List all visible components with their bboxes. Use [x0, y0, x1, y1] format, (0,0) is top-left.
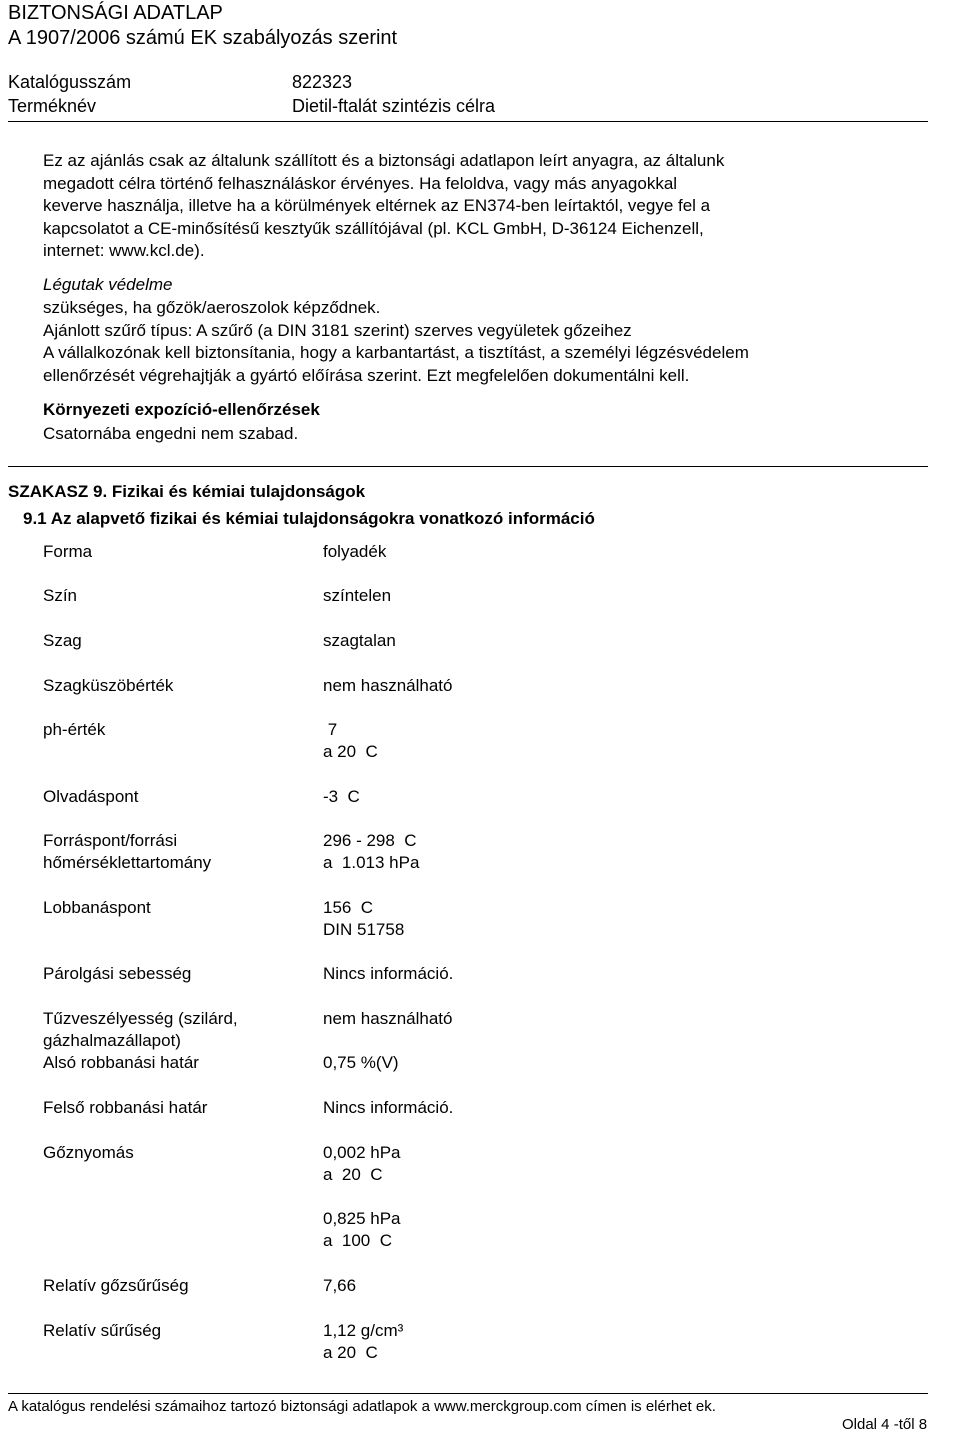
property-value-line: -3 C — [323, 787, 360, 806]
property-value-line: 296 - 298 C — [323, 831, 417, 850]
property-value-line: a 20 C — [323, 742, 378, 761]
property-label — [43, 719, 105, 741]
property-label-line: Párolgási sebesség — [43, 964, 192, 983]
property-value — [323, 719, 378, 763]
property-value-line: 156 C — [323, 898, 374, 917]
respiratory-line: ellenőrzését végrehajtják a gyártó előírása szerint. Ezt megfelelően dokumentálni kell. — [43, 365, 690, 385]
property-label — [43, 897, 151, 919]
property-value — [323, 1142, 401, 1186]
regulation-subtitle: A 1907/2006 számú EK szabályozás szerint — [8, 27, 398, 49]
property-value-line: folyadék — [323, 542, 387, 561]
property-label — [43, 786, 138, 808]
section9-title: SZAKASZ 9. Fizikai és kémiai tulajdonságok — [8, 482, 366, 501]
section-divider — [8, 466, 928, 467]
catalog-number-value: 822323 — [292, 72, 353, 92]
property-label — [43, 1142, 134, 1164]
property-label-line: Felső robbanási határ — [43, 1098, 208, 1117]
intro-paragraph — [43, 150, 724, 263]
property-value — [323, 897, 404, 941]
property-value — [323, 541, 386, 563]
property-value-line: DIN 51758 — [323, 920, 405, 939]
respiratory-line: szükséges, ha gőzök/aeroszolok képződnek. — [43, 298, 381, 317]
property-value-line: Nincs információ. — [323, 1098, 454, 1117]
property-value-line: 7,66 — [323, 1276, 357, 1295]
property-label — [43, 630, 82, 652]
property-label-line: Lobbanáspont — [43, 898, 151, 917]
document-title: BIZTONSÁGI ADATLAP — [8, 2, 223, 24]
property-value-line: a 20 C — [323, 1165, 383, 1184]
property-value-line: nem használható — [323, 1009, 453, 1028]
intro-line: megadott célra történő felhasználáskor érvényes. Ha feloldva, vagy más anyagokkal — [43, 173, 678, 193]
header-divider — [8, 121, 928, 122]
property-label — [43, 1097, 207, 1119]
property-label-line: ph-érték — [43, 720, 106, 739]
property-value — [323, 786, 360, 808]
property-label-line: Forma — [43, 542, 93, 561]
property-label — [43, 830, 211, 874]
property-value — [323, 1097, 453, 1119]
property-label-line: Forráspont/forrási — [43, 831, 178, 850]
property-value-line: a 1.013 hPa — [323, 853, 420, 872]
property-label — [43, 585, 77, 607]
property-value — [323, 1320, 403, 1364]
property-value-line: a 20 C — [323, 1343, 378, 1362]
property-value-line: 0,002 hPa — [323, 1143, 401, 1162]
respiratory-line: A vállalkozónak kell biztonsítania, hogy a karbantartást, a tisztítást, a személyi légzésvédelem — [43, 343, 749, 362]
intro-line: kapcsolatot a CE-minősítésű kesztyűk szállítójával (pl. KCL GmbH, D-36124 Eichenzell, — [43, 218, 704, 238]
property-value — [323, 1052, 399, 1074]
property-label — [43, 1275, 189, 1297]
property-value — [323, 630, 396, 652]
property-value-line: 0,825 hPa — [323, 1209, 401, 1228]
catalog-number-label: Katalógusszám — [8, 72, 132, 92]
property-value-line: szagtalan — [323, 631, 396, 650]
property-label-line: hőmérséklettartomány — [43, 853, 212, 872]
footer-note: A katalógus rendelési számaihoz tartozó biztonsági adatlapok a www.merckgroup.com címen is elérhet ek. — [8, 1398, 716, 1415]
property-label — [43, 541, 92, 563]
property-value-line: 0,75 %(V) — [323, 1053, 399, 1072]
property-label-line: Gőznyomás — [43, 1143, 134, 1162]
property-value — [323, 963, 453, 985]
property-label — [43, 1008, 238, 1052]
property-label-line: Szín — [43, 586, 78, 605]
intro-line: internet: www.kcl.de). — [43, 241, 205, 260]
footer-divider — [8, 1393, 928, 1394]
respiratory-heading: Légutak védelme — [43, 275, 173, 294]
property-value — [323, 675, 452, 697]
property-label-line: Szagküszöbérték — [43, 676, 174, 695]
property-label-line: Tűzveszélyesség (szilárd, — [43, 1009, 238, 1028]
property-value-line: Nincs információ. — [323, 964, 454, 983]
property-value — [323, 1208, 401, 1252]
intro-line: Ez az ajánlás csak az általunk szállított és a biztonsági adatlapon leírt anyagra, az általunk — [43, 151, 725, 170]
property-label-line: Relatív gőzsűrűség — [43, 1276, 189, 1295]
property-label-line: Relatív sűrűség — [43, 1321, 162, 1340]
property-value-line: színtelen — [323, 586, 392, 605]
intro-line: keverve használja, illetve ha a körülmények eltérnek az EN374-ben leírtaktól, vegye fel a — [43, 196, 711, 215]
environment-text: Csatornába engedni nem szabad. — [43, 424, 299, 443]
property-value-line: nem használható — [323, 676, 453, 695]
property-label-line: Alsó robbanási határ — [43, 1053, 199, 1072]
property-value-line: 7 — [323, 720, 338, 739]
property-label — [43, 1052, 199, 1074]
property-value — [323, 585, 391, 607]
property-value-line: 1,12 g/cm³ — [323, 1321, 404, 1340]
page-number: Oldal 4 -től 8 — [842, 1416, 928, 1433]
respiratory-text — [43, 297, 749, 387]
respiratory-line: Ajánlott szűrő típus: A szűrő (a DIN 3181 szerint) szerves vegyületek gőzeihez — [43, 320, 632, 340]
property-label — [43, 1320, 161, 1342]
environment-heading: Környezeti expozíció-ellenőrzések — [43, 400, 320, 419]
product-name-label: Terméknév — [8, 96, 97, 116]
property-label — [43, 963, 191, 985]
property-label-line: gázhalmazállapot) — [43, 1031, 181, 1050]
property-value-line: a 100 C — [323, 1231, 392, 1250]
section9-subtitle: 9.1 Az alapvető fizikai és kémiai tulajdonságokra vonatkozó információ — [23, 509, 595, 528]
property-label — [43, 675, 173, 697]
property-value — [323, 1275, 356, 1297]
property-value — [323, 1008, 452, 1030]
property-label-line: Olvadáspont — [43, 787, 139, 806]
property-label-line: Szag — [43, 631, 82, 650]
product-name-value: Dietil-ftalát szintézis célra — [292, 96, 496, 116]
property-value — [323, 830, 419, 874]
